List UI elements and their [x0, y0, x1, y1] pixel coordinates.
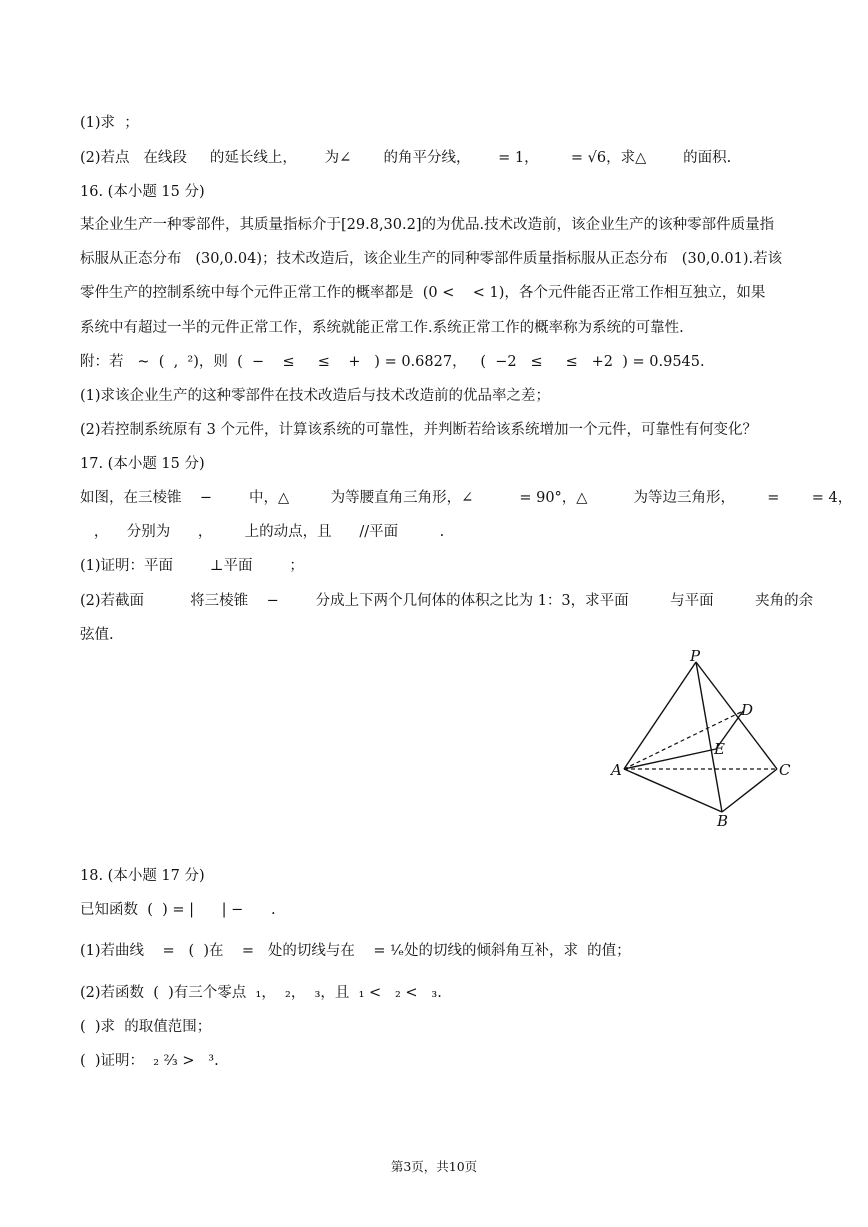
edge-PB: [696, 662, 722, 812]
edge-PC: [696, 662, 777, 769]
line-q17-1: (1)证明：平面 ⊥平面 ；: [80, 558, 304, 574]
label-E: E: [714, 740, 725, 758]
heading-q16: 16. (本小题 15 分): [80, 184, 205, 200]
page-footer: 第3页，共10页: [390, 1159, 478, 1174]
line-q15-1: (1)求 ；: [80, 115, 139, 131]
tetrahedron-figure: [610, 648, 800, 828]
line-q16-p3: 零件生产的控制系统中每个元件正常工作的概率都是 (0 < < 1)，各个元件能否正常工作相互独立，如果: [80, 285, 766, 301]
line-q18-2: (2)若函数 ( )有三个零点 ₁， ₂， ₃，且 ₁ < ₂ < ₃.: [80, 985, 442, 1001]
heading-q18: 18. (本小题 17 分): [80, 868, 205, 884]
label-B: B: [717, 812, 729, 828]
line-q18-1: (1)若曲线 = ( )在 = 处的切线与在 = ¹⁄ₑ处的切线的倾斜角互补，求 的值；: [80, 943, 631, 959]
line-q16-p5: 附：若 ~ ( , ²)，则 ( − ≤ ≤ + ) = 0.6827， ( −2 ≤ ≤ +2 ) = 0.9545.: [80, 354, 705, 370]
line-q17-2: (2)若截面 将三棱锥 − 分成上下两个几何体的体积之比为 1：3，求平面 与平面 夹角的余: [80, 593, 814, 609]
edge-AD-hidden: [624, 711, 743, 769]
line-q18-i: ( )求 的取值范围；: [80, 1019, 212, 1035]
line-q16-2: (2)若控制系统原有 3 个元件，计算该系统的可靠性，并判断若给该系统增加一个元件，可靠性有何变化？: [80, 422, 757, 438]
edge-PA: [624, 662, 696, 769]
line-q18-p1: 已知函数 ( ) = | | − .: [80, 902, 276, 918]
line-q16-1: (1)求该企业生产的这种零部件在技术改造后与技术改造前的优品率之差；: [80, 388, 551, 404]
line-q17-p2: ， 分别为 ， 上的动点，且 //平面 .: [80, 524, 445, 540]
line-q16-p2: 标服从正态分布 (30,0.04)；技术改造后，该企业生产的同种零部件质量指标服从正态分布 (30,0.01).若该: [80, 251, 783, 267]
line-q16-p1: 某企业生产一种零部件，其质量指标介于[29.8,30.2]的为优品.技术改造前，该企业生产的该种零部件质量指: [80, 217, 775, 233]
label-P: P: [690, 648, 701, 665]
edge-AB: [624, 769, 722, 812]
line-q16-p4: 系统中有超过一半的元件正常工作，系统就能正常工作.系统正常工作的概率称为系统的可靠性.: [80, 320, 684, 336]
label-D: D: [741, 701, 754, 719]
label-C: C: [779, 761, 791, 779]
label-A: A: [611, 761, 622, 779]
edge-AE: [624, 749, 716, 769]
line-q17-3: 弦值.: [80, 627, 114, 643]
edge-BC: [722, 769, 777, 812]
line-q17-p1: 如图，在三棱锥 − 中，△ 为等腰直角三角形，∠ = 90°，△ 为等边三角形， = = 4，: [80, 490, 853, 506]
heading-q17: 17. (本小题 15 分): [80, 456, 205, 472]
line-q15-2: (2)若点 在线段 的延长线上， 为∠ 的角平分线， = 1， = √6，求△ 的面积.: [80, 150, 732, 166]
line-q18-ii: ( )证明： ₂ ²⁄₃ > ³.: [80, 1053, 219, 1069]
